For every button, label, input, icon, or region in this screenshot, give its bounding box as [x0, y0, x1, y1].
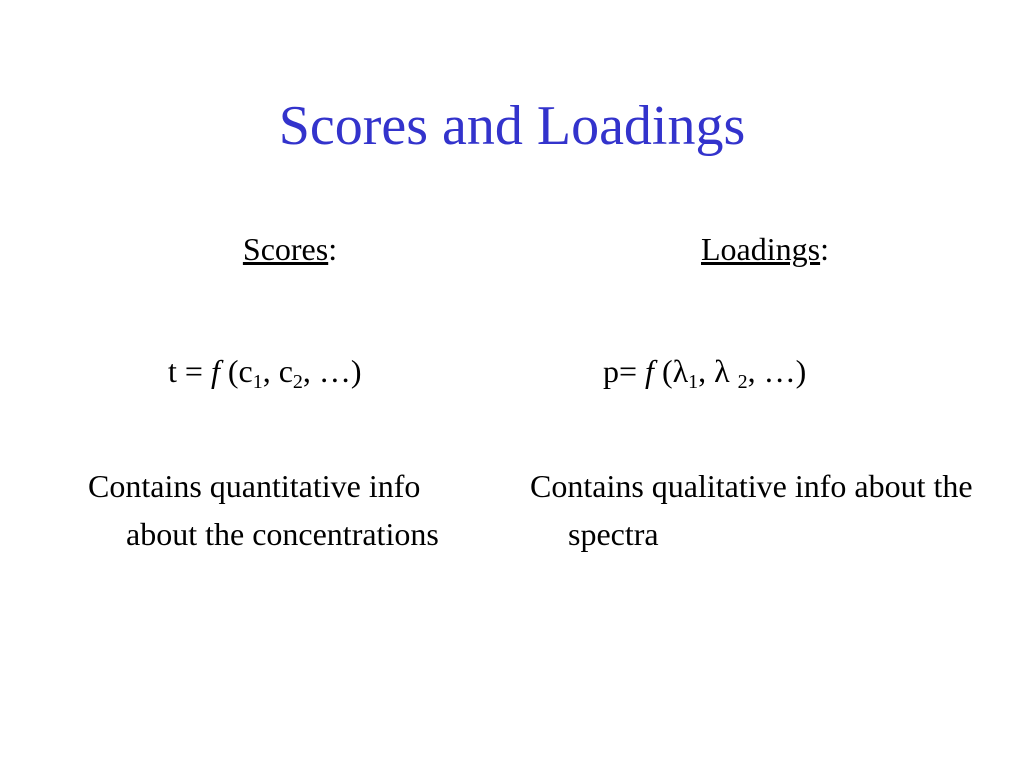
loadings-formula-sub2: 2	[737, 371, 748, 393]
slide-title: Scores and Loadings	[278, 95, 746, 157]
scores-heading-colon: :	[328, 231, 338, 267]
scores-formula-lhs: t =	[168, 353, 203, 389]
loadings-formula-sub1: 1	[688, 371, 699, 393]
scores-formula-close: , …)	[302, 353, 362, 389]
loadings-formula-close: , …)	[747, 353, 807, 389]
scores-formula-sub2: 2	[292, 371, 303, 393]
scores-formula-function: f	[210, 353, 220, 389]
scores-description: Contains quantitative info about the concentrations	[88, 468, 439, 552]
loadings-heading	[530, 230, 1000, 268]
loadings-description: Contains qualitative info about the spectra	[530, 468, 973, 552]
scores-heading	[90, 230, 490, 268]
loadings-formula-function: f	[645, 353, 654, 389]
loadings-formula	[603, 352, 807, 393]
loadings-formula-mid: , λ	[698, 353, 738, 389]
scores-formula-sub1: 1	[252, 371, 263, 393]
scores-formula-open: (c	[227, 353, 253, 389]
scores-heading-label: Scores	[242, 231, 329, 267]
loadings-heading-colon: :	[820, 231, 829, 267]
loadings-formula-lhs: p=	[603, 353, 638, 389]
scores-formula-mid: , c	[262, 353, 293, 389]
scores-formula	[168, 352, 362, 393]
loadings-heading-label: Loadings	[701, 231, 821, 267]
loadings-formula-open: (λ	[661, 353, 689, 389]
